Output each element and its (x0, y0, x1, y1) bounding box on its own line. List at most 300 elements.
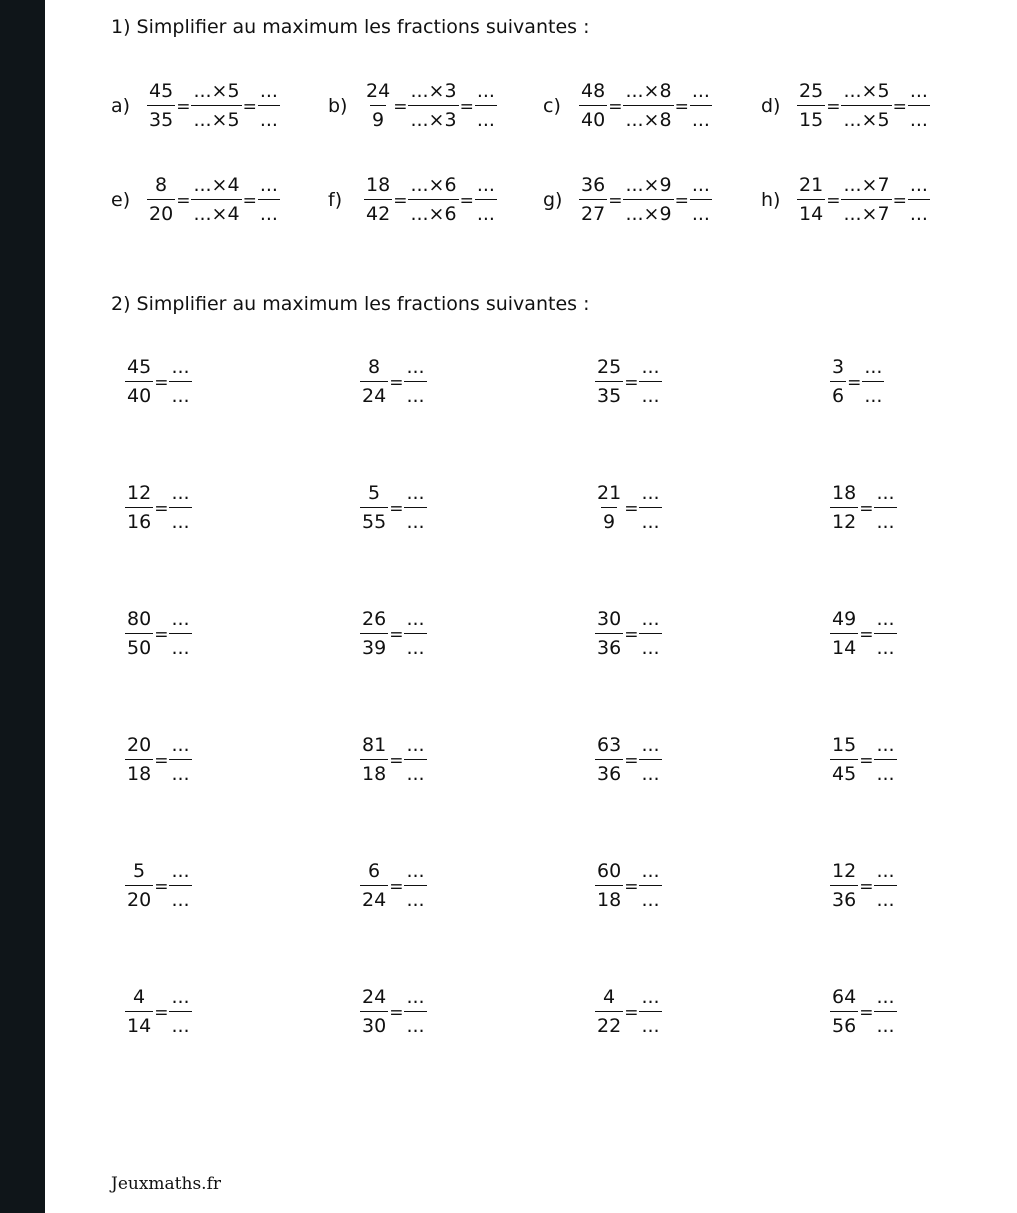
answer-numerator: ... (406, 482, 425, 504)
answer-fraction (874, 484, 896, 532)
original-fraction (125, 610, 153, 658)
answer-fraction (639, 988, 661, 1036)
answer-fraction (404, 610, 426, 658)
original-fraction (797, 82, 825, 130)
section-2-title: 2) Simplifier au maximum les fractions suivantes : (111, 293, 590, 315)
original-fraction (830, 610, 858, 658)
intermediate-numerator: ...×5 (843, 80, 890, 102)
original-denominator: 39 (360, 633, 388, 658)
intermediate-denominator: ...×5 (841, 105, 891, 130)
answer-fraction (908, 176, 930, 224)
exercise-1-item (543, 76, 712, 136)
answer-fraction (639, 736, 661, 784)
original-fraction (595, 610, 623, 658)
answer-fraction (908, 82, 930, 130)
answer-numerator: ... (171, 608, 190, 630)
answer-numerator: ... (406, 608, 425, 630)
answer-denominator: ... (639, 381, 661, 406)
intermediate-numerator: ...×9 (625, 174, 672, 196)
original-denominator: 55 (360, 507, 388, 532)
original-denominator: 40 (579, 105, 607, 130)
answer-numerator: ... (476, 80, 495, 102)
original-numerator: 36 (581, 174, 606, 196)
original-denominator: 56 (830, 1011, 858, 1036)
original-numerator: 8 (368, 356, 381, 378)
original-fraction (595, 988, 623, 1036)
answer-denominator: ... (169, 885, 191, 910)
original-denominator: 14 (797, 199, 825, 224)
equals-sign: = (624, 499, 639, 519)
equals-sign: = (154, 499, 169, 519)
equals-sign: = (624, 625, 639, 645)
original-fraction (364, 82, 392, 130)
original-fraction (830, 862, 858, 910)
answer-denominator: ... (475, 105, 497, 130)
original-numerator: 49 (832, 608, 857, 630)
exercise-1-item (328, 76, 497, 136)
original-numerator: 12 (127, 482, 152, 504)
original-denominator: 15 (797, 105, 825, 130)
exercise-label: g) (543, 189, 563, 211)
answer-denominator: ... (639, 507, 661, 532)
intermediate-fraction (623, 176, 673, 224)
exercise-2-item (360, 856, 427, 916)
answer-numerator: ... (909, 80, 928, 102)
original-fraction (595, 358, 623, 406)
viewer-sidebar (0, 0, 45, 1213)
equals-sign: = (154, 877, 169, 897)
equals-sign: = (389, 499, 404, 519)
original-numerator: 15 (832, 734, 857, 756)
original-fraction (125, 736, 153, 784)
section-1-title: 1) Simplifier au maximum les fractions suivantes : (111, 16, 590, 38)
answer-numerator: ... (171, 860, 190, 882)
exercise-2-item (830, 352, 884, 412)
equals-sign: = (389, 1003, 404, 1023)
exercise-2-item (595, 352, 662, 412)
original-fraction (364, 176, 392, 224)
worksheet-page (45, 0, 1017, 1213)
original-fraction (360, 862, 388, 910)
original-numerator: 5 (133, 860, 146, 882)
intermediate-numerator: ...×3 (410, 80, 457, 102)
exercise-1-item (111, 76, 280, 136)
equals-sign: = (847, 373, 862, 393)
original-numerator: 5 (368, 482, 381, 504)
original-denominator: 18 (125, 759, 153, 784)
original-denominator: 14 (125, 1011, 153, 1036)
original-numerator: 4 (133, 986, 146, 1008)
equals-sign: = (859, 877, 874, 897)
intermediate-denominator: ...×3 (408, 105, 458, 130)
intermediate-fraction (408, 176, 458, 224)
original-fraction (579, 82, 607, 130)
original-fraction (360, 358, 388, 406)
answer-fraction (874, 736, 896, 784)
answer-fraction (862, 358, 884, 406)
original-denominator: 18 (595, 885, 623, 910)
equals-sign: = (154, 373, 169, 393)
equals-sign: = (674, 191, 689, 211)
answer-fraction (169, 358, 191, 406)
answer-fraction (874, 610, 896, 658)
answer-numerator: ... (876, 608, 895, 630)
original-fraction (360, 610, 388, 658)
original-fraction (595, 736, 623, 784)
original-denominator: 27 (579, 199, 607, 224)
original-numerator: 80 (127, 608, 152, 630)
answer-fraction (169, 862, 191, 910)
answer-denominator: ... (169, 507, 191, 532)
original-denominator: 12 (830, 507, 858, 532)
original-denominator: 50 (125, 633, 153, 658)
exercise-1-item (761, 76, 930, 136)
answer-denominator: ... (169, 381, 191, 406)
answer-numerator: ... (406, 986, 425, 1008)
answer-numerator: ... (641, 986, 660, 1008)
equals-sign: = (624, 877, 639, 897)
answer-fraction (258, 176, 280, 224)
answer-numerator: ... (406, 356, 425, 378)
original-numerator: 63 (597, 734, 622, 756)
original-denominator: 36 (595, 759, 623, 784)
exercise-2-item (125, 856, 192, 916)
original-fraction (360, 484, 388, 532)
answer-fraction (169, 736, 191, 784)
original-denominator: 9 (370, 105, 386, 130)
answer-numerator: ... (641, 608, 660, 630)
answer-denominator: ... (169, 1011, 191, 1036)
answer-fraction (169, 988, 191, 1036)
equals-sign: = (459, 191, 474, 211)
exercise-2-item (830, 856, 897, 916)
answer-fraction (475, 176, 497, 224)
answer-denominator: ... (862, 381, 884, 406)
intermediate-fraction (841, 176, 891, 224)
original-denominator: 18 (360, 759, 388, 784)
answer-denominator: ... (475, 199, 497, 224)
equals-sign: = (859, 1003, 874, 1023)
answer-denominator: ... (908, 105, 930, 130)
exercise-2-item (360, 604, 427, 664)
answer-numerator: ... (406, 860, 425, 882)
answer-numerator: ... (406, 734, 425, 756)
answer-denominator: ... (690, 199, 712, 224)
equals-sign: = (176, 97, 191, 117)
answer-numerator: ... (641, 860, 660, 882)
original-numerator: 24 (366, 80, 391, 102)
exercise-2-item (360, 352, 427, 412)
intermediate-numerator: ...×7 (843, 174, 890, 196)
original-numerator: 64 (832, 986, 857, 1008)
answer-fraction (169, 610, 191, 658)
intermediate-numerator: ...×8 (625, 80, 672, 102)
exercise-2-item (360, 730, 427, 790)
exercise-2-item (830, 982, 897, 1042)
footer-source: Jeuxmaths.fr (111, 1174, 221, 1194)
answer-denominator: ... (258, 105, 280, 130)
intermediate-denominator: ...×6 (408, 199, 458, 224)
equals-sign: = (624, 1003, 639, 1023)
original-numerator: 25 (597, 356, 622, 378)
answer-fraction (639, 358, 661, 406)
original-denominator: 36 (830, 885, 858, 910)
answer-denominator: ... (258, 199, 280, 224)
answer-denominator: ... (908, 199, 930, 224)
exercise-label: f) (328, 189, 343, 211)
equals-sign: = (242, 191, 257, 211)
answer-numerator: ... (171, 482, 190, 504)
equals-sign: = (393, 97, 408, 117)
original-numerator: 21 (799, 174, 824, 196)
exercise-2-item (595, 730, 662, 790)
answer-numerator: ... (641, 356, 660, 378)
original-fraction (147, 176, 175, 224)
answer-numerator: ... (691, 174, 710, 196)
original-fraction (360, 736, 388, 784)
original-denominator: 36 (595, 633, 623, 658)
answer-denominator: ... (169, 633, 191, 658)
original-numerator: 60 (597, 860, 622, 882)
answer-fraction (690, 82, 712, 130)
equals-sign: = (389, 625, 404, 645)
original-numerator: 30 (597, 608, 622, 630)
answer-denominator: ... (404, 759, 426, 784)
answer-numerator: ... (641, 734, 660, 756)
equals-sign: = (624, 373, 639, 393)
exercise-2-item (125, 352, 192, 412)
original-numerator: 26 (362, 608, 387, 630)
original-numerator: 48 (581, 80, 606, 102)
intermediate-numerator: ...×6 (410, 174, 457, 196)
answer-numerator: ... (909, 174, 928, 196)
answer-denominator: ... (169, 759, 191, 784)
answer-denominator: ... (404, 885, 426, 910)
exercise-label: c) (543, 95, 561, 117)
intermediate-denominator: ...×5 (191, 105, 241, 130)
original-numerator: 12 (832, 860, 857, 882)
intermediate-fraction (191, 176, 241, 224)
answer-numerator: ... (171, 356, 190, 378)
exercise-2-item (595, 604, 662, 664)
answer-fraction (404, 484, 426, 532)
answer-denominator: ... (874, 633, 896, 658)
original-numerator: 18 (366, 174, 391, 196)
original-numerator: 81 (362, 734, 387, 756)
original-numerator: 6 (368, 860, 381, 882)
answer-numerator: ... (171, 734, 190, 756)
exercise-1-item (328, 170, 497, 230)
equals-sign: = (624, 751, 639, 771)
original-denominator: 24 (360, 381, 388, 406)
original-numerator: 45 (149, 80, 174, 102)
exercise-label: d) (761, 95, 781, 117)
original-denominator: 45 (830, 759, 858, 784)
original-numerator: 4 (603, 986, 616, 1008)
exercise-label: a) (111, 95, 131, 117)
answer-denominator: ... (404, 507, 426, 532)
answer-fraction (169, 484, 191, 532)
answer-numerator: ... (876, 860, 895, 882)
original-numerator: 24 (362, 986, 387, 1008)
equals-sign: = (393, 191, 408, 211)
answer-fraction (258, 82, 280, 130)
answer-numerator: ... (876, 734, 895, 756)
original-fraction (125, 484, 153, 532)
exercise-1-item (543, 170, 712, 230)
exercise-2-item (125, 604, 192, 664)
intermediate-fraction (191, 82, 241, 130)
original-denominator: 24 (360, 885, 388, 910)
answer-denominator: ... (404, 1011, 426, 1036)
original-denominator: 20 (125, 885, 153, 910)
original-fraction (125, 988, 153, 1036)
equals-sign: = (608, 97, 623, 117)
equals-sign: = (459, 97, 474, 117)
intermediate-numerator: ...×4 (193, 174, 240, 196)
original-denominator: 30 (360, 1011, 388, 1036)
answer-fraction (639, 610, 661, 658)
equals-sign: = (389, 751, 404, 771)
original-fraction (579, 176, 607, 224)
original-numerator: 25 (799, 80, 824, 102)
answer-fraction (639, 484, 661, 532)
original-fraction (125, 862, 153, 910)
intermediate-numerator: ...×5 (193, 80, 240, 102)
original-fraction (125, 358, 153, 406)
exercise-2-item (360, 478, 427, 538)
answer-denominator: ... (874, 885, 896, 910)
original-denominator: 35 (595, 381, 623, 406)
answer-denominator: ... (874, 1011, 896, 1036)
original-numerator: 3 (832, 356, 845, 378)
exercise-1-item (111, 170, 280, 230)
original-denominator: 20 (147, 199, 175, 224)
original-numerator: 21 (597, 482, 622, 504)
original-denominator: 6 (830, 381, 846, 406)
answer-numerator: ... (691, 80, 710, 102)
equals-sign: = (154, 1003, 169, 1023)
answer-fraction (874, 988, 896, 1036)
equals-sign: = (892, 97, 907, 117)
equals-sign: = (892, 191, 907, 211)
original-fraction (360, 988, 388, 1036)
equals-sign: = (154, 751, 169, 771)
answer-numerator: ... (259, 174, 278, 196)
answer-fraction (475, 82, 497, 130)
equals-sign: = (826, 97, 841, 117)
answer-numerator: ... (876, 986, 895, 1008)
exercise-2-item (360, 982, 427, 1042)
exercise-2-item (595, 478, 662, 538)
answer-denominator: ... (874, 507, 896, 532)
original-denominator: 35 (147, 105, 175, 130)
equals-sign: = (389, 373, 404, 393)
original-numerator: 8 (155, 174, 168, 196)
original-denominator: 16 (125, 507, 153, 532)
exercise-2-item (125, 730, 192, 790)
answer-denominator: ... (639, 633, 661, 658)
intermediate-fraction (841, 82, 891, 130)
exercise-2-item (595, 856, 662, 916)
answer-denominator: ... (874, 759, 896, 784)
original-fraction (797, 176, 825, 224)
answer-numerator: ... (876, 482, 895, 504)
answer-numerator: ... (864, 356, 883, 378)
original-numerator: 18 (832, 482, 857, 504)
answer-denominator: ... (690, 105, 712, 130)
exercise-2-item (595, 982, 662, 1042)
answer-denominator: ... (639, 759, 661, 784)
original-numerator: 20 (127, 734, 152, 756)
exercise-2-item (830, 604, 897, 664)
original-fraction (830, 988, 858, 1036)
original-fraction (147, 82, 175, 130)
answer-numerator: ... (641, 482, 660, 504)
original-denominator: 14 (830, 633, 858, 658)
equals-sign: = (859, 499, 874, 519)
answer-fraction (404, 358, 426, 406)
original-fraction (595, 862, 623, 910)
answer-numerator: ... (259, 80, 278, 102)
answer-denominator: ... (404, 381, 426, 406)
original-denominator: 9 (601, 507, 617, 532)
original-fraction (595, 484, 623, 532)
equals-sign: = (154, 625, 169, 645)
equals-sign: = (674, 97, 689, 117)
original-denominator: 22 (595, 1011, 623, 1036)
exercise-2-item (125, 478, 192, 538)
answer-fraction (874, 862, 896, 910)
equals-sign: = (176, 191, 191, 211)
equals-sign: = (242, 97, 257, 117)
intermediate-denominator: ...×8 (623, 105, 673, 130)
answer-fraction (690, 176, 712, 224)
exercise-label: e) (111, 189, 131, 211)
original-numerator: 45 (127, 356, 152, 378)
answer-denominator: ... (639, 1011, 661, 1036)
equals-sign: = (608, 191, 623, 211)
equals-sign: = (859, 751, 874, 771)
answer-fraction (404, 736, 426, 784)
original-denominator: 42 (364, 199, 392, 224)
exercise-1-item (761, 170, 930, 230)
answer-numerator: ... (476, 174, 495, 196)
exercise-2-item (830, 478, 897, 538)
original-fraction (830, 484, 858, 532)
original-fraction (830, 358, 846, 406)
answer-fraction (404, 862, 426, 910)
exercise-label: h) (761, 189, 781, 211)
equals-sign: = (389, 877, 404, 897)
exercise-label: b) (328, 95, 348, 117)
intermediate-denominator: ...×7 (841, 199, 891, 224)
answer-fraction (639, 862, 661, 910)
intermediate-denominator: ...×9 (623, 199, 673, 224)
original-fraction (830, 736, 858, 784)
answer-denominator: ... (639, 885, 661, 910)
answer-numerator: ... (171, 986, 190, 1008)
intermediate-fraction (623, 82, 673, 130)
equals-sign: = (859, 625, 874, 645)
equals-sign: = (826, 191, 841, 211)
exercise-2-item (125, 982, 192, 1042)
intermediate-fraction (408, 82, 458, 130)
answer-fraction (404, 988, 426, 1036)
original-denominator: 40 (125, 381, 153, 406)
intermediate-denominator: ...×4 (191, 199, 241, 224)
answer-denominator: ... (404, 633, 426, 658)
